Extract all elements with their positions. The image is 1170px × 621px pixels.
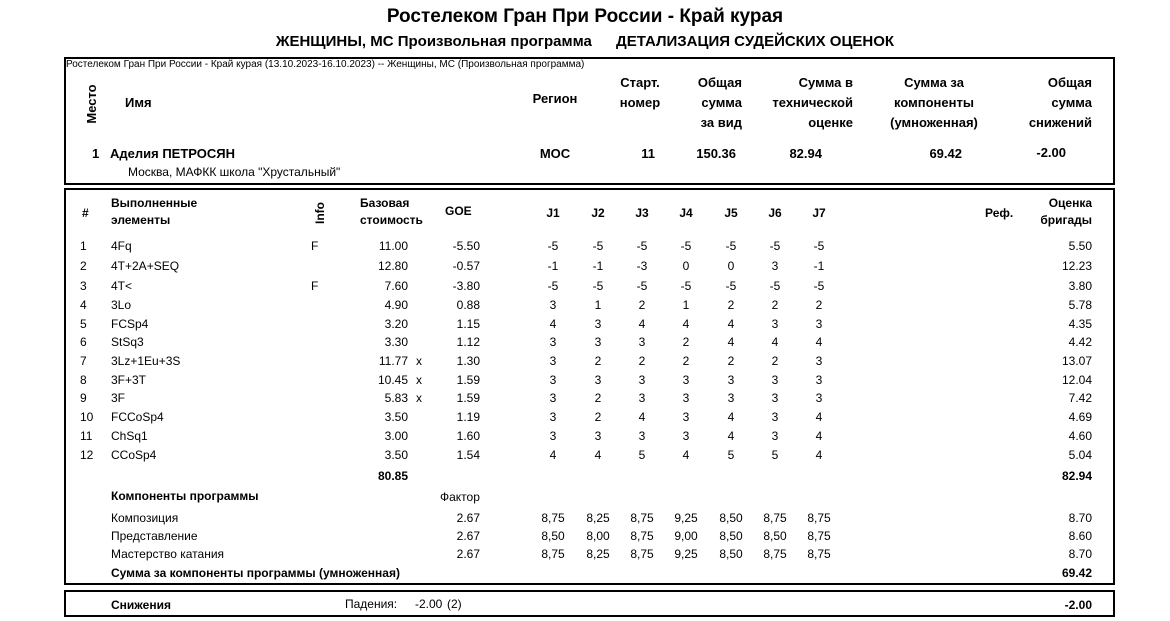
element-goe: 1.19: [456, 410, 480, 424]
element-goe: -5.50: [452, 239, 480, 253]
element-judge-score: 4: [727, 410, 735, 424]
component-judge-score: 8,00: [586, 529, 610, 543]
element-num: 4: [80, 298, 87, 312]
element-code: ChSq1: [111, 429, 148, 443]
element-judge-score: -3: [636, 259, 648, 273]
element-info: F: [311, 239, 319, 253]
element-judge-score: 4: [815, 410, 823, 424]
element-judge-score: 3: [815, 391, 823, 405]
component-judge-score: 8,75: [630, 511, 654, 525]
component-row: [0, 547, 1170, 565]
element-judge-score: 4: [594, 448, 602, 462]
table-row: [0, 429, 1170, 448]
component-factor: 2.67: [456, 511, 480, 525]
element-score: 4.60: [1068, 429, 1092, 443]
element-judge-score: 3: [771, 373, 779, 387]
skater-club: Москва, МАФКК школа "Хрустальный": [128, 165, 341, 179]
element-judge-score: 3: [682, 391, 690, 405]
element-judge-score: 3: [682, 410, 690, 424]
element-bonus-mark: x: [416, 373, 422, 387]
element-judge-score: 2: [815, 298, 823, 312]
element-code: 4T+2A+SEQ: [111, 259, 180, 273]
header-pcs: Сумма за компоненты (умноженная): [890, 75, 978, 130]
skater-tes: 82.94: [789, 146, 822, 161]
element-judge-score: 2: [638, 354, 646, 368]
element-goe: 1.54: [456, 448, 480, 462]
element-num: 1: [80, 239, 87, 253]
component-row: [0, 511, 1170, 529]
components-total-label: Сумма за компоненты программы (умноженная): [111, 566, 400, 580]
component-judge-score: 8,25: [586, 511, 610, 525]
table-row: [0, 259, 1170, 278]
header-start-no: Старт. номер: [619, 75, 661, 110]
element-judge-score: 2: [771, 298, 779, 312]
element-base: 11.00: [378, 239, 408, 253]
element-judge-score: 3: [815, 317, 823, 331]
element-judge-score: 3: [638, 391, 646, 405]
element-judge-score: -5: [636, 239, 648, 253]
page-title: Ростелеком Гран При России - Край курая: [386, 6, 784, 27]
component-judge-score: 9,25: [674, 547, 698, 561]
element-score: 3.80: [1068, 279, 1092, 293]
base-total: 80.85: [377, 469, 408, 483]
element-score: 5.78: [1068, 298, 1092, 312]
element-judge-score: 3: [771, 391, 779, 405]
element-judge-score: 4: [638, 317, 646, 331]
element-judge-score: 0: [682, 259, 690, 273]
table-row: [0, 335, 1170, 354]
element-judge-score: -5: [680, 239, 692, 253]
element-judge-score: 4: [727, 335, 735, 349]
element-judge-score: 3: [638, 373, 646, 387]
component-judge-score: 8,75: [763, 547, 787, 561]
element-judge-score: 4: [638, 410, 646, 424]
table-row: [0, 279, 1170, 298]
component-judge-score: 9,25: [674, 511, 698, 525]
element-judge-score: 4: [815, 335, 823, 349]
element-judge-score: 1: [682, 298, 690, 312]
judge-header-3: J3: [635, 206, 649, 220]
table-row: [0, 354, 1170, 373]
element-code: FCSp4: [111, 317, 149, 331]
skater-region: МОС: [539, 146, 571, 161]
table-row: [0, 317, 1170, 336]
element-judge-score: 3: [682, 429, 690, 443]
component-judge-score: 8,50: [719, 529, 743, 543]
component-judge-score: 8,75: [807, 529, 831, 543]
component-judge-score: 8,75: [807, 547, 831, 561]
element-judge-score: -5: [636, 279, 648, 293]
element-code: 3F: [111, 391, 126, 405]
element-goe: -3.80: [452, 279, 480, 293]
element-score: 4.42: [1068, 335, 1092, 349]
element-score: 12.04: [1061, 373, 1092, 387]
component-name: Композиция: [111, 511, 179, 525]
component-judge-score: 9,00: [674, 529, 698, 543]
element-base: 5.83: [384, 391, 408, 405]
element-num: 7: [80, 354, 87, 368]
element-score: 13.07: [1061, 354, 1092, 368]
event-line: Ростелеком Гран При России - Край курая (13.10.2023-16.10.2023) -- Женщины, МС (Произвольная программа): [66, 59, 585, 70]
component-name: Мастерство катания: [111, 547, 225, 561]
tes-total: 82.94: [1061, 469, 1092, 483]
component-judge-score: 8,75: [541, 511, 565, 525]
element-judge-score: -5: [813, 239, 825, 253]
element-score: 5.04: [1068, 448, 1092, 462]
subtitle-category: ЖЕНЩИНЫ, МС Произвольная программа: [275, 33, 592, 50]
table-row: [0, 410, 1170, 429]
element-judge-score: 5: [771, 448, 779, 462]
element-base: 4.90: [384, 298, 408, 312]
element-judge-score: 4: [549, 448, 557, 462]
element-base: 3.30: [384, 335, 408, 349]
skater-name: Аделия ПЕТРОСЯН: [110, 146, 236, 161]
falls-label: Падения:: [345, 597, 398, 611]
element-judge-score: 3: [638, 429, 646, 443]
element-judge-score: 5: [638, 448, 646, 462]
element-judge-score: 3: [771, 429, 779, 443]
element-judge-score: 3: [594, 373, 602, 387]
element-judge-score: 2: [594, 391, 602, 405]
element-code: 3Lz+1Eu+3S: [111, 354, 181, 368]
element-base: 3.00: [384, 429, 408, 443]
skater-total: 150.36: [696, 146, 736, 161]
element-judge-score: -1: [592, 259, 604, 273]
element-judge-score: 3: [549, 354, 557, 368]
element-bonus-mark: x: [416, 354, 422, 368]
element-num: 3: [80, 279, 87, 293]
element-code: FCCoSp4: [111, 410, 164, 424]
el-header-num: #: [82, 206, 89, 220]
header-tes: Сумма в технической оценке: [772, 75, 853, 130]
element-judge-score: 3: [815, 354, 823, 368]
element-judge-score: -5: [592, 279, 604, 293]
judge-header-7: J7: [812, 206, 826, 220]
element-judge-score: 4: [727, 429, 735, 443]
element-judge-score: -5: [813, 279, 825, 293]
header-place: Место: [84, 84, 99, 124]
element-judge-score: -5: [725, 239, 737, 253]
element-judge-score: 3: [549, 298, 557, 312]
element-num: 2: [80, 259, 87, 273]
component-judge-score: 8,75: [630, 529, 654, 543]
element-judge-score: 3: [727, 391, 735, 405]
element-judge-score: 3: [638, 335, 646, 349]
element-num: 12: [80, 448, 94, 462]
header-deductions: Общая сумма снижений: [1028, 75, 1092, 130]
component-judge-score: 8,50: [719, 547, 743, 561]
subtitle-report-type: ДЕТАЛИЗАЦИЯ СУДЕЙСКИХ ОЦЕНОК: [616, 33, 895, 50]
element-judge-score: 3: [815, 373, 823, 387]
components-total: 69.42: [1061, 566, 1092, 580]
element-judge-score: 4: [771, 335, 779, 349]
el-header-score: Оценка бригады: [1040, 196, 1092, 227]
component-factor: 2.67: [456, 547, 480, 561]
element-score: 4.69: [1068, 410, 1092, 424]
element-code: StSq3: [111, 335, 144, 349]
element-base: 10.45: [377, 373, 408, 387]
element-judge-score: 2: [594, 410, 602, 424]
element-num: 6: [80, 335, 87, 349]
element-judge-score: 2: [682, 335, 690, 349]
element-base: 3.50: [384, 410, 408, 424]
el-header-info: Info: [313, 202, 327, 224]
header-total: Общая сумма за вид: [697, 75, 742, 130]
element-code: 3F+3T: [111, 373, 147, 387]
element-base: 3.50: [384, 448, 408, 462]
skater-pcs: 69.42: [929, 146, 962, 161]
element-num: 11: [80, 429, 93, 443]
component-name: Представление: [111, 529, 198, 543]
element-judge-score: -1: [547, 259, 559, 273]
judge-header-4: J4: [679, 206, 693, 220]
component-judge-score: 8,50: [541, 529, 565, 543]
element-code: CCoSp4: [111, 448, 157, 462]
component-factor: 2.67: [456, 529, 480, 543]
table-row: [0, 239, 1170, 258]
el-header-ref: Реф.: [985, 206, 1014, 220]
element-num: 9: [80, 391, 87, 405]
element-judge-score: 3: [549, 410, 557, 424]
element-goe: 1.59: [456, 373, 480, 387]
table-row: [0, 448, 1170, 467]
element-score: 7.42: [1068, 391, 1092, 405]
element-judge-score: 3: [594, 317, 602, 331]
table-row: [0, 373, 1170, 392]
element-judge-score: 3: [771, 410, 779, 424]
deductions-total: -2.00: [1064, 598, 1092, 612]
element-judge-score: -5: [680, 279, 692, 293]
table-row: [0, 298, 1170, 317]
element-judge-score: -5: [547, 279, 559, 293]
element-base: 3.20: [384, 317, 408, 331]
element-judge-score: -5: [547, 239, 559, 253]
el-header-base: Базовая стоимость: [360, 196, 423, 227]
element-num: 5: [80, 317, 87, 331]
element-judge-score: 2: [594, 354, 602, 368]
element-judge-score: 4: [549, 317, 557, 331]
element-judge-score: -5: [769, 279, 781, 293]
page-subtitle: [0, 33, 1170, 50]
element-judge-score: 3: [594, 429, 602, 443]
deductions-box: [64, 590, 1115, 617]
skater-place: 1: [92, 146, 100, 161]
element-score: 12.23: [1061, 259, 1092, 273]
component-judge-score: 8,75: [541, 547, 565, 561]
element-judge-score: 3: [727, 373, 735, 387]
element-base: 12.80: [377, 259, 408, 273]
element-base: 7.60: [384, 279, 408, 293]
element-code: 4Fq: [111, 239, 132, 253]
component-score: 8.70: [1068, 511, 1092, 525]
element-judge-score: 2: [638, 298, 646, 312]
element-code: 3Lo: [111, 298, 132, 312]
element-judge-score: 3: [771, 259, 779, 273]
component-judge-score: 8,50: [719, 511, 743, 525]
judge-header-2: J2: [591, 206, 605, 220]
element-goe: 1.12: [456, 335, 480, 349]
element-bonus-mark: x: [416, 391, 422, 405]
element-judge-score: 4: [815, 429, 823, 443]
element-goe: -0.57: [452, 259, 480, 273]
el-header-goe: GOE: [445, 204, 472, 218]
component-score: 8.70: [1068, 547, 1092, 561]
element-judge-score: 4: [727, 317, 735, 331]
judge-header-1: J1: [546, 206, 560, 220]
element-score: 5.50: [1068, 239, 1092, 253]
judge-header-6: J6: [768, 206, 782, 220]
element-judge-score: 2: [727, 354, 735, 368]
element-judge-score: 2: [771, 354, 779, 368]
element-score: 4.35: [1068, 317, 1092, 331]
element-goe: 1.59: [456, 391, 480, 405]
element-judge-score: 2: [727, 298, 735, 312]
el-header-elements: Выполненные элементы: [111, 196, 198, 227]
element-judge-score: 0: [727, 259, 735, 273]
element-judge-score: 1: [594, 298, 602, 312]
element-judge-score: -5: [769, 239, 781, 253]
deductions-label: Снижения: [111, 598, 171, 612]
skater-start-no: 11: [641, 146, 655, 161]
component-judge-score: 8,75: [807, 511, 831, 525]
element-goe: 1.15: [456, 317, 480, 331]
falls-value: -2.00: [415, 597, 443, 611]
header-region: Регион: [532, 91, 578, 106]
falls-count: (2): [447, 597, 462, 611]
component-judge-score: 8,75: [630, 547, 654, 561]
element-judge-score: 4: [682, 317, 690, 331]
component-judge-score: 8,75: [763, 511, 787, 525]
element-judge-score: 3: [549, 373, 557, 387]
judge-header-5: J5: [724, 206, 738, 220]
element-goe: 0.88: [456, 298, 480, 312]
element-judge-score: 3: [549, 429, 557, 443]
element-num: 10: [80, 410, 94, 424]
factor-label: Фактор: [440, 490, 480, 504]
element-num: 8: [80, 373, 87, 387]
element-code: 4T<: [111, 279, 133, 293]
component-score: 8.60: [1068, 529, 1092, 543]
element-goe: 1.60: [456, 429, 480, 443]
component-judge-score: 8,50: [763, 529, 787, 543]
header-name: Имя: [125, 95, 152, 110]
element-goe: 1.30: [456, 354, 480, 368]
component-judge-score: 8,25: [586, 547, 610, 561]
element-base: 11.77: [378, 354, 408, 368]
table-row: [0, 391, 1170, 410]
element-judge-score: 3: [682, 373, 690, 387]
skater-deductions: -2.00: [1036, 145, 1066, 160]
element-judge-score: 2: [682, 354, 690, 368]
element-judge-score: -5: [592, 239, 604, 253]
element-judge-score: 3: [771, 317, 779, 331]
components-title: Компоненты программы: [111, 489, 259, 503]
element-judge-score: 4: [682, 448, 690, 462]
element-judge-score: -5: [725, 279, 737, 293]
element-info: F: [311, 279, 319, 293]
component-row: [0, 529, 1170, 547]
element-judge-score: 4: [815, 448, 823, 462]
element-judge-score: 3: [549, 335, 557, 349]
element-judge-score: -1: [813, 259, 825, 273]
element-judge-score: 5: [727, 448, 735, 462]
element-judge-score: 3: [549, 391, 557, 405]
element-judge-score: 3: [594, 335, 602, 349]
